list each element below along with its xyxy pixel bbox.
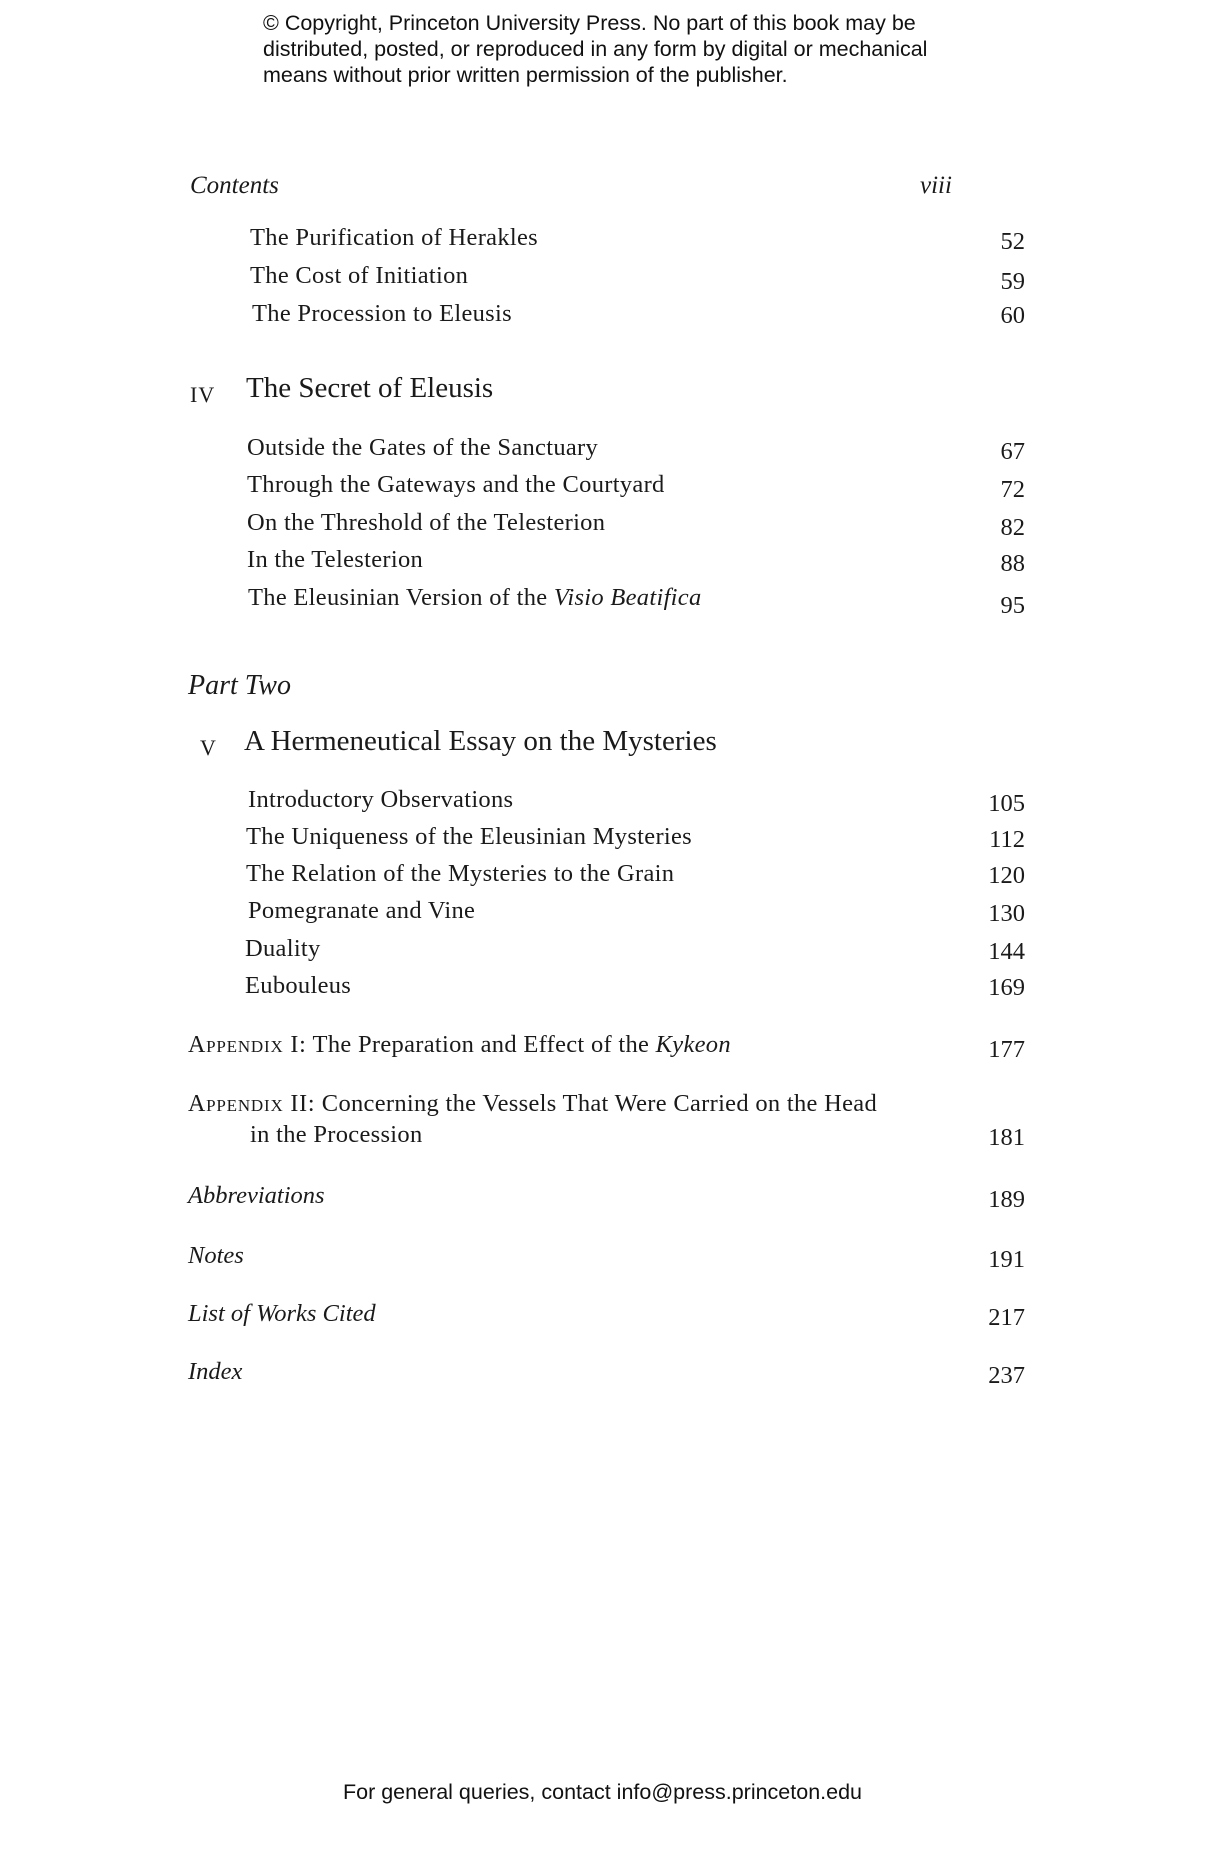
toc-entry-title: On the Threshold of the Telesterion [247, 509, 606, 536]
toc-entry-title-text: The Eleusinian Version of the [248, 584, 554, 611]
toc-entry-page: 144 [988, 938, 1025, 965]
toc-entry-page: 217 [988, 1304, 1025, 1331]
chapter-title: The Secret of Eleusis [246, 372, 494, 404]
toc-entry-title: Eubouleus [245, 972, 352, 999]
toc-entry-title: The Cost of Initiation [250, 262, 469, 289]
copyright-line: means without prior written permission of the publisher. [263, 63, 788, 87]
toc-entry-page: 95 [1000, 592, 1025, 619]
chapter-title: A Hermeneutical Essay on the Mysteries [244, 725, 717, 757]
toc-entry-page: 88 [1000, 550, 1025, 577]
toc-entry-title: Notes [188, 1242, 244, 1269]
part-title: Part Two [188, 670, 291, 701]
toc-entry-page: 189 [988, 1186, 1025, 1213]
toc-entry-page: 169 [988, 974, 1025, 1001]
chapter-numeral: IV [190, 382, 216, 407]
footer-contact: For general queries, contact info@press.princeton.edu [343, 1780, 863, 1804]
toc-entry-title: Index [188, 1358, 243, 1385]
toc-entry-title: List of Works Cited [188, 1300, 376, 1327]
toc-entry-page: 60 [1000, 302, 1025, 329]
appendix-label: Appendix II: [188, 1091, 316, 1117]
appendix-title: Concerning the Vessels That Were Carried on the Head [315, 1090, 877, 1117]
toc-entry-page: 52 [1000, 228, 1025, 255]
toc-entry-page: 191 [988, 1246, 1025, 1273]
toc-entry-page: 105 [988, 790, 1025, 817]
toc-entry-page: 82 [1000, 514, 1025, 541]
running-head: Contents [190, 172, 279, 199]
appendix-title: The Preparation and Effect of the [306, 1031, 656, 1058]
toc-entry-page: 181 [988, 1124, 1025, 1151]
toc-entry-title: Introductory Observations [248, 786, 514, 813]
page-number: viii [920, 172, 952, 199]
toc-entry-title: Duality [245, 935, 321, 962]
appendix-title-continued: in the Procession [250, 1121, 423, 1148]
copyright-line: © Copyright, Princeton University Press. No part of this book may be [263, 11, 916, 35]
toc-entry-title: The Uniqueness of the Eleusinian Mysteries [246, 823, 693, 850]
toc-entry-title: Abbreviations [188, 1182, 325, 1209]
toc-entry-title: The Procession to Eleusis [252, 300, 512, 327]
toc-entry-page: 177 [988, 1036, 1025, 1063]
toc-entry-page: 130 [988, 900, 1025, 927]
appendix-title-italic: Kykeon [655, 1031, 731, 1058]
toc-entry-page: 237 [988, 1362, 1025, 1389]
toc-entry-title: Pomegranate and Vine [248, 897, 476, 924]
chapter-numeral: V [200, 735, 217, 760]
appendix-label: Appendix I: [188, 1032, 307, 1058]
appendix-entry [188, 1090, 877, 1118]
toc-entry-page: 72 [1000, 476, 1025, 503]
toc-entry-title: The Relation of the Mysteries to the Grain [246, 860, 675, 887]
copyright-notice [263, 10, 1023, 88]
toc-entry-title [248, 584, 702, 612]
toc-entry-title: The Purification of Herakles [250, 224, 539, 251]
appendix-entry [188, 1031, 731, 1059]
toc-entry-title-italic: Visio Beatifica [553, 584, 702, 611]
toc-entry-page: 59 [1000, 268, 1025, 295]
toc-entry-title: In the Telesterion [247, 546, 424, 573]
toc-entry-page: 120 [988, 862, 1025, 889]
toc-entry-page: 112 [989, 826, 1025, 853]
toc-entry-page: 67 [1000, 438, 1025, 465]
toc-entry-title: Through the Gateways and the Courtyard [247, 471, 665, 498]
copyright-line: distributed, posted, or reproduced in any form by digital or mechanical [263, 37, 928, 61]
toc-entry-title: Outside the Gates of the Sanctuary [247, 434, 599, 461]
